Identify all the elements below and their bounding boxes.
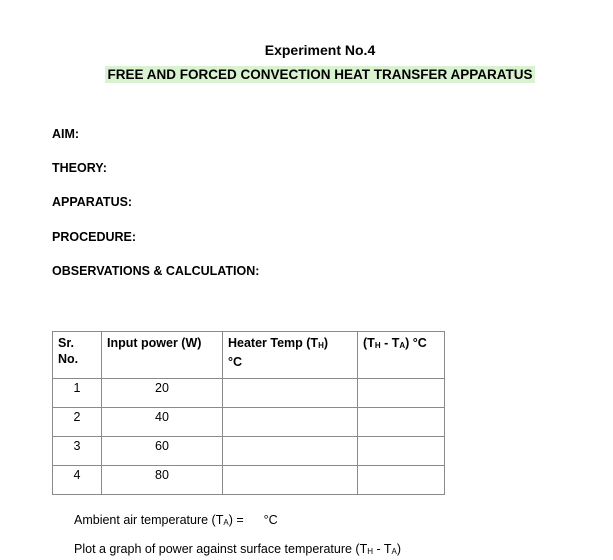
aim-heading: AIM:: [52, 127, 80, 141]
ambient-prefix: Ambient air temperature (T: [74, 513, 224, 527]
cell-difference[interactable]: [358, 379, 445, 408]
ambient-temperature-note: [74, 513, 278, 530]
subtitle-wrapper: [0, 66, 613, 83]
header-sr-line2: No.: [58, 352, 79, 366]
cell-heater-temp[interactable]: [223, 437, 358, 466]
plot-prefix: Plot a graph of power against surface temperature (T: [74, 542, 368, 556]
table-row: [53, 437, 445, 466]
header-heater-suffix: ): [323, 336, 329, 350]
header-diff-mid: - T: [380, 336, 400, 350]
plot-instruction-note: [74, 542, 401, 559]
cell-power: 60: [102, 437, 223, 466]
header-temp-difference: [358, 332, 445, 379]
cell-sr: 2: [53, 408, 102, 437]
cell-heater-temp[interactable]: [223, 408, 358, 437]
apparatus-heading: APPARATUS:: [52, 195, 133, 209]
observations-heading: OBSERVATIONS & CALCULATION:: [52, 264, 260, 278]
theory-heading: THEORY:: [52, 161, 107, 175]
table-row: [53, 379, 445, 408]
document-title: Experiment No.4: [264, 42, 376, 58]
cell-difference[interactable]: [358, 408, 445, 437]
header-input-power-label: Input power (W): [107, 336, 202, 350]
plot-mid: - T: [373, 542, 392, 556]
cell-heater-temp[interactable]: [223, 379, 358, 408]
header-input-power: [102, 332, 223, 379]
header-heater-temp: [223, 332, 358, 379]
table-header-row: [53, 332, 445, 379]
observation-table: [52, 331, 445, 495]
header-heater-sub: H: [318, 341, 324, 350]
header-diff-end: ) °C: [405, 336, 427, 350]
cell-difference[interactable]: [358, 437, 445, 466]
header-sr-no: [53, 332, 102, 379]
header-heater-prefix: Heater Temp (T: [228, 336, 319, 350]
cell-power: 80: [102, 466, 223, 495]
ambient-suffix: ) =: [228, 513, 244, 527]
procedure-heading: PROCEDURE:: [52, 230, 137, 244]
cell-sr: 3: [53, 437, 102, 466]
header-sr-line1: Sr.: [58, 336, 74, 350]
cell-difference[interactable]: [358, 466, 445, 495]
plot-sub2: A: [391, 547, 397, 556]
cell-sr: 1: [53, 379, 102, 408]
document-subtitle: FREE AND FORCED CONVECTION HEAT TRANSFER APPARATUS: [107, 67, 533, 82]
header-diff-sub2: A: [399, 341, 406, 350]
header-diff-t1: (T: [363, 336, 375, 350]
header-heater-unit: °C: [228, 355, 243, 369]
cell-power: 40: [102, 408, 223, 437]
table-row: [53, 466, 445, 495]
ambient-sub: A: [223, 518, 229, 527]
cell-sr: 4: [53, 466, 102, 495]
header-diff-sub1: H: [374, 341, 381, 350]
plot-end: ): [396, 542, 402, 556]
table-row: [53, 408, 445, 437]
ambient-unit: °C: [263, 513, 278, 527]
cell-power: 20: [102, 379, 223, 408]
cell-heater-temp[interactable]: [223, 466, 358, 495]
plot-sub1: H: [367, 547, 373, 556]
